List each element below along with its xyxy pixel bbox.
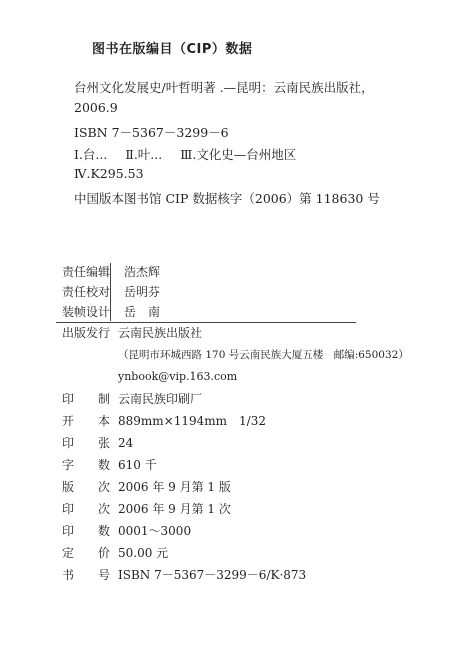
credit-label: 责任校对 xyxy=(62,285,111,299)
cip-verification: 中国版本图书馆 CIP 数据核字（2006）第 118630 号 xyxy=(74,191,380,206)
cip-classification xyxy=(74,145,296,163)
pub-row-value: 云南民族印刷厂 xyxy=(118,392,203,406)
cip-isbn: ISBN 7－5367－3299－6 xyxy=(74,125,229,140)
cip-title: 图书在版编目（CIP）数据 xyxy=(92,42,253,57)
cip-classification-number: Ⅳ.K295.53 xyxy=(74,166,144,181)
pub-row-label: 印 数 xyxy=(62,524,110,538)
pub-row-value: 50.00 元 xyxy=(118,546,169,560)
publisher-name: 云南民族出版社 xyxy=(118,326,203,340)
pub-row-label: 书 号 xyxy=(62,568,110,582)
credit-label: 装帧设计 xyxy=(62,305,111,319)
pub-row-value: 2006 年 9 月第 1 次 xyxy=(118,502,231,516)
pub-row-value: 2006 年 9 月第 1 版 xyxy=(118,480,231,494)
pub-row-label: 印 张 xyxy=(62,436,110,450)
credit-value: 浩杰辉 xyxy=(124,265,161,279)
publisher-address: （昆明市环城西路 170 号云南民族大厦五楼 邮编:650032） xyxy=(118,349,409,361)
publisher-email: ynbook@vip.163.com xyxy=(118,370,238,383)
pub-row-value: ISBN 7－5367－3299－6/K·873 xyxy=(118,568,307,582)
pub-row-value: 24 xyxy=(118,436,134,450)
pub-row-label: 字 数 xyxy=(62,458,110,472)
cip-date: 2006.9 xyxy=(74,100,118,115)
classification-item: Ⅱ.叶... xyxy=(125,147,163,162)
credits-divider-vertical xyxy=(110,263,111,321)
credit-label: 责任编辑 xyxy=(62,265,111,279)
pub-row-value: 889mm×1194mm 1/32 xyxy=(118,414,266,428)
pub-row-label: 定 价 xyxy=(62,546,110,560)
credit-value: 岳 南 xyxy=(124,305,161,319)
pub-row-value: 610 千 xyxy=(118,458,157,472)
credit-value: 岳明芬 xyxy=(124,285,161,299)
classification-item: Ⅲ.文化史—台州地区 xyxy=(180,147,297,162)
pub-row-label: 版 次 xyxy=(62,480,110,494)
pub-row-label: 印 次 xyxy=(62,502,110,516)
cip-bibliographic-line: 台州文化发展史/叶哲明著 .—昆明：云南民族出版社， xyxy=(74,80,374,95)
pub-row-value: 0001～3000 xyxy=(118,524,192,538)
classification-item: Ⅰ.台... xyxy=(74,147,108,162)
pub-row-label: 印 制 xyxy=(62,392,110,406)
pub-row-label: 开 本 xyxy=(62,414,110,428)
publisher-label: 出版发行 xyxy=(62,326,111,340)
